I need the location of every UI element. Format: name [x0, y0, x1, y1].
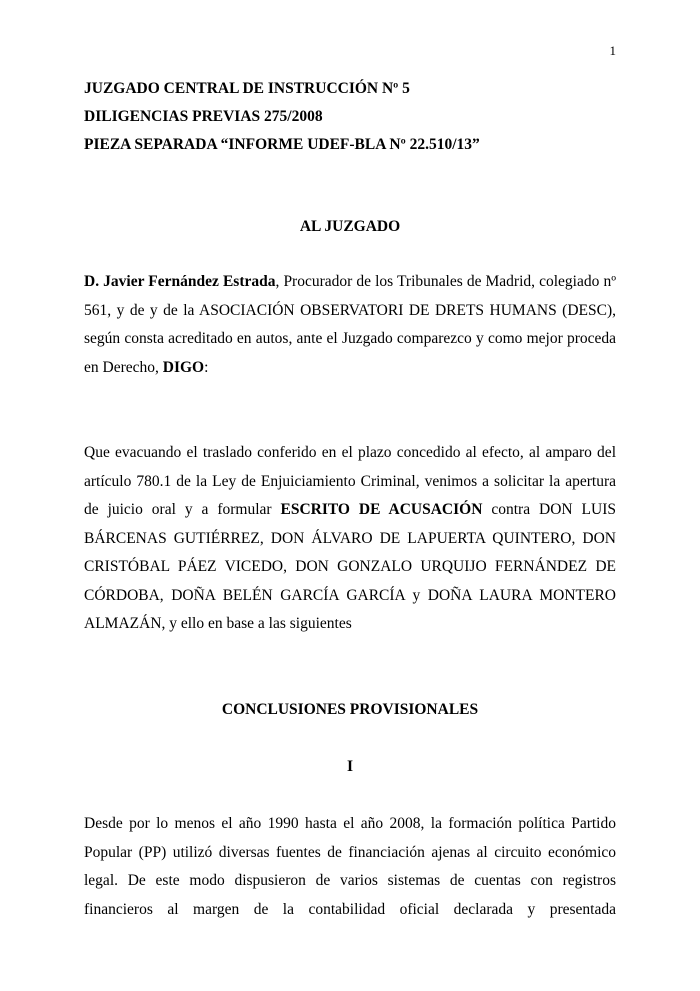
attorney-name: D. Javier Fernández Estrada: [84, 273, 276, 290]
section-title: CONCLUSIONES PROVISIONALES: [221, 701, 479, 718]
accusation-keyword: ESCRITO DE ACUSACIÓN: [280, 501, 483, 518]
separate-piece: PIEZA SEPARADA “INFORME UDEF-BLA Nº 22.510/13”: [84, 136, 480, 153]
addressee-heading: AL JUZGADO: [299, 218, 401, 235]
page-number: 1: [609, 43, 616, 58]
intro-text: , Procurador de los Tribunales de Madrid, colegiado nº 561, y de y de la ASOCIACIÓN OBSERVATORI DE DRETS HUMANS (DESC), según consta acreditado en autos, ante el Juzgado comparezco y como mejor proceda en Derecho,: [84, 273, 617, 376]
case-proceedings: DILIGENCIAS PREVIAS 275/2008: [84, 108, 323, 125]
digo-keyword: DIGO: [162, 358, 205, 376]
section-number: I: [346, 758, 354, 775]
court-name: JUZGADO CENTRAL DE INSTRUCCIÓN Nº 5: [84, 80, 410, 97]
intro-colon: :: [204, 358, 209, 376]
intro-paragraph: [84, 268, 616, 382]
case-header: [84, 75, 616, 159]
request-text: Que evacuando el traslado conferido en el plazo concedido al efecto, al amparo del artículo 780.1 de la Ley de Enjuiciamiento Criminal, venimos a solicitar la apertura de juicio oral y a formular: [84, 444, 616, 518]
request-paragraph: [84, 439, 616, 639]
request-defendants: contra DON LUIS BÁRCENAS GUTIÉRREZ, DON ÁLVARO DE LAPUERTA QUINTERO, DON CRISTÓBAL PÁEZ VICEDO, DON GONZALO URQUIJO FERNÁNDEZ DE CÓRDOBA, DOÑA BELÉN GARCÍA GARCÍA y DOÑA LAURA MONTERO ALMAZÁN, y ello en base a las siguientes: [84, 501, 616, 632]
body-paragraph: Desde por lo menos el año 1990 hasta el año 2008, la formación política Partido Popular (PP) utilizó diversas fuentes de financiación ajenas al circuito económico legal. De este modo dispusieron de varios sistemas de cuentas con registros financieros al margen de la contabilidad oficial declarada y presentada: [84, 815, 616, 918]
